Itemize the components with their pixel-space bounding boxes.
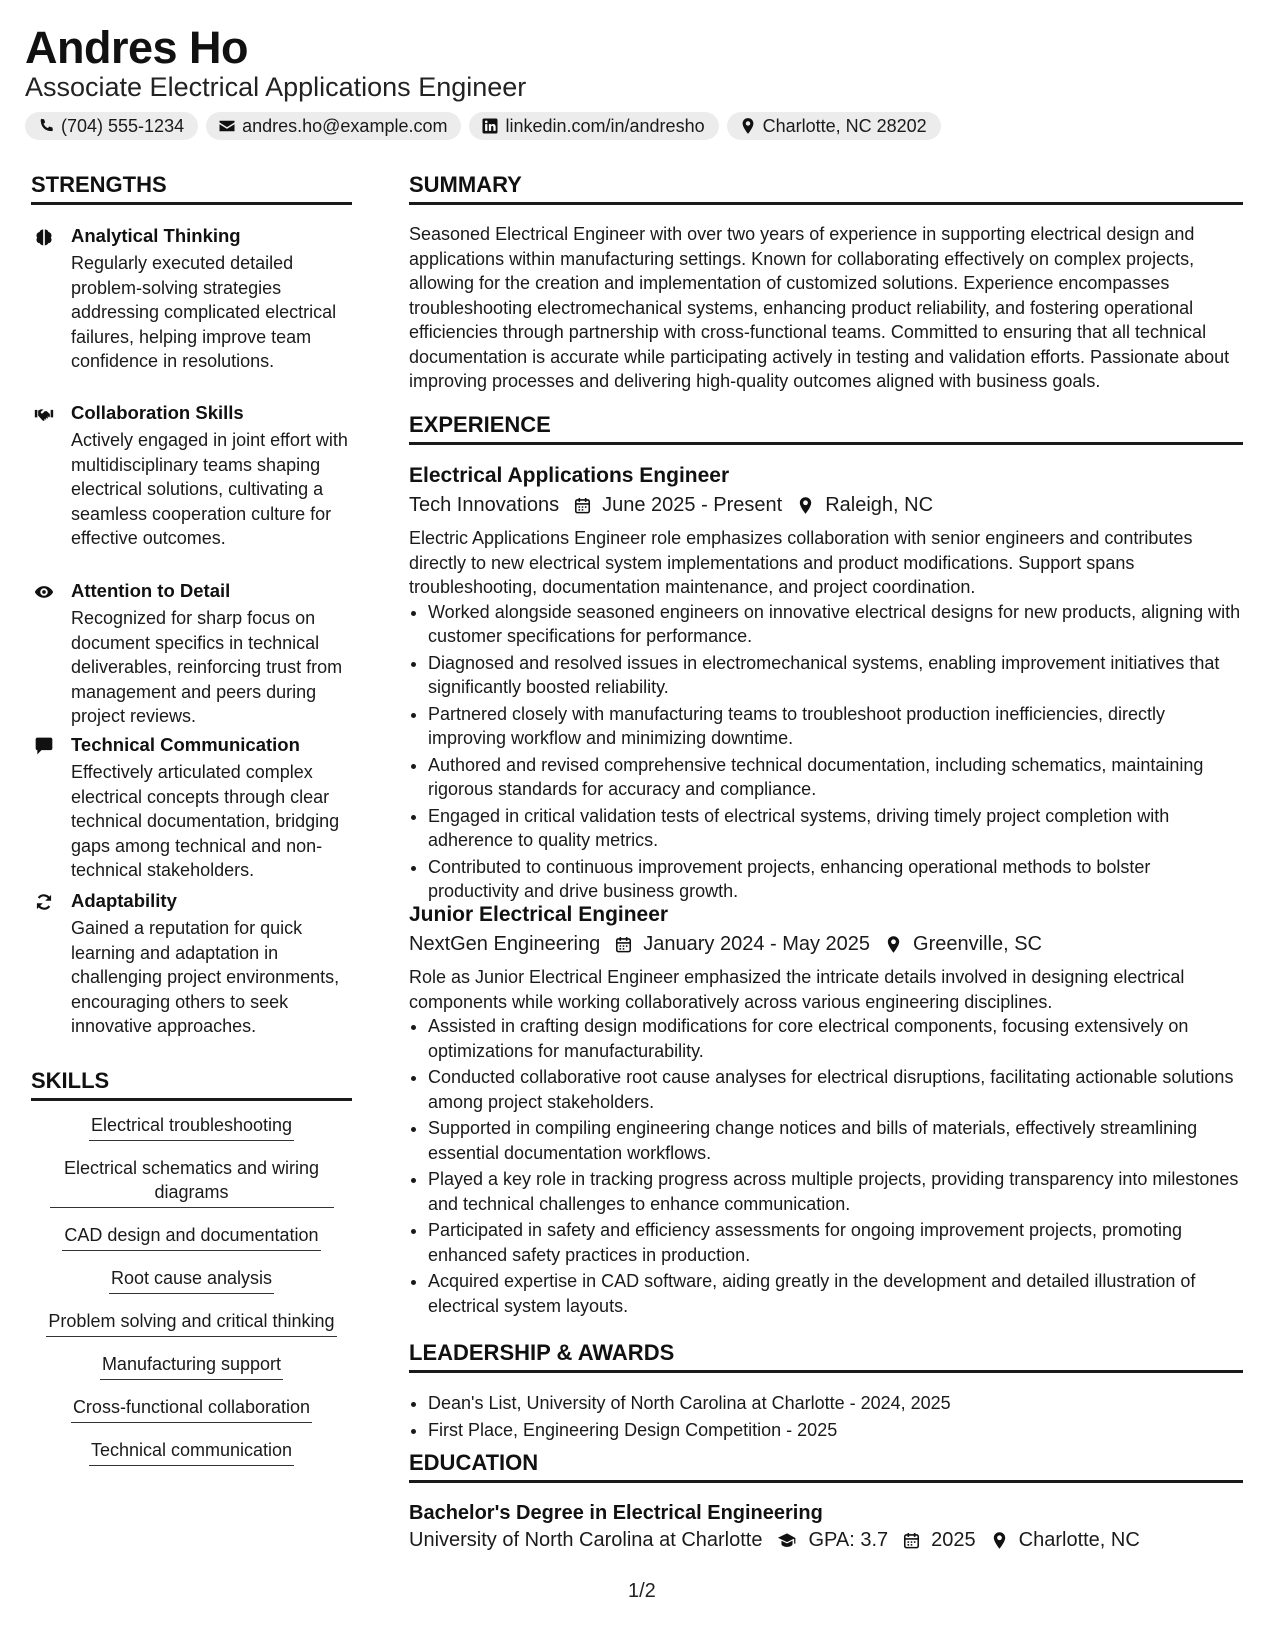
strength-title: Collaboration Skills — [71, 402, 244, 423]
location-pin-icon — [990, 1531, 1009, 1550]
skill-tag: Manufacturing support — [100, 1352, 283, 1380]
job-bullets — [409, 1014, 1243, 1318]
job-bullet: • Acquired expertise in CAD software, aiding greatly in the development and detailed illustration of electrical system layouts. — [428, 1269, 1243, 1318]
candidate-name: Andres Ho — [25, 22, 249, 73]
job-dates: January 2024 - May 2025 — [643, 933, 871, 955]
handshake-icon — [34, 404, 54, 424]
job-company: NextGen Engineering — [409, 933, 601, 955]
strength-item — [31, 402, 352, 572]
summary-heading: SUMMARY — [409, 172, 1243, 205]
graduation-cap-icon — [776, 1531, 798, 1550]
job-bullet: • Played a key role in tracking progress across multiple projects, providing transparency into milestones and technical challenges to enhance communication. — [428, 1167, 1243, 1216]
strength-desc: Gained a reputation for quick learning and adaptation in challenging project environments, encouraging others to seek innovative approaches. — [71, 918, 340, 1036]
contact-location-text: Charlotte, NC 28202 — [762, 115, 927, 136]
location-pin-icon — [884, 935, 903, 954]
strength-title: Attention to Detail — [71, 580, 231, 601]
strength-item — [31, 734, 352, 879]
strength-item — [31, 890, 352, 1060]
strength-desc: Regularly executed detailed problem-solving strategies addressing complicated electrical failures, helping improve team confidence in resolutions. — [71, 253, 337, 371]
strength-item — [31, 225, 352, 395]
job-entry — [409, 464, 1243, 906]
education-meta — [409, 1529, 1243, 1552]
award-item: • First Place, Engineering Design Competition - 2025 — [428, 1418, 1262, 1443]
contact-phone-text: (704) 555-1234 — [61, 115, 185, 136]
skill-tag: Electrical troubleshooting — [89, 1113, 294, 1141]
skill-tag: Cross-functional collaboration — [71, 1395, 312, 1423]
calendar-icon — [902, 1531, 921, 1550]
job-bullet: • Contributed to continuous improvement projects, enhancing operational methods to bolster productivity and drive business growth. — [428, 855, 1243, 904]
gpa-value: GPA: 3.7 — [808, 1529, 889, 1551]
school-name: University of North Carolina at Charlotte — [409, 1529, 763, 1551]
job-meta — [409, 494, 1243, 517]
strength-desc: Effectively articulated complex electrical concepts through clear technical documentation, bridging gaps among technical and non-technical stakeholders. — [71, 762, 340, 880]
location-pin-icon — [796, 496, 815, 515]
job-bullet: • Diagnosed and resolved issues in electromechanical systems, enabling improvement initiatives that significantly boosted reliability. — [428, 651, 1243, 700]
page-number: 1/2 — [628, 1580, 656, 1602]
job-bullets — [409, 600, 1243, 904]
job-description: Role as Junior Electrical Engineer emphasized the intricate details involved in designing electrical components while working collaboratively across various engineering disciplines. — [409, 967, 1185, 1012]
linkedin-icon — [481, 117, 499, 135]
skill-tag: Electrical schematics and wiring diagrams — [50, 1156, 334, 1208]
education-heading: EDUCATION — [409, 1450, 1243, 1483]
job-bullet: • Partnered closely with manufacturing teams to troubleshoot production inefficiencies, directly improving workflow and minimizing downtime. — [428, 702, 1243, 751]
job-location: Raleigh, NC — [825, 494, 934, 516]
strengths-heading: STRENGTHS — [31, 172, 352, 205]
eye-icon — [34, 582, 54, 602]
strength-title: Analytical Thinking — [71, 225, 241, 246]
strength-title: Technical Communication — [71, 734, 300, 755]
job-title: Junior Electrical Engineer — [409, 903, 669, 926]
job-bullet: • Engaged in critical validation tests of electrical systems, driving timely project completion with adherence to quality metrics. — [428, 804, 1243, 853]
degree-title: Bachelor's Degree in Electrical Engineering — [409, 1502, 823, 1524]
skill-tag: CAD design and documentation — [62, 1223, 320, 1251]
candidate-role: Associate Electrical Applications Engineer — [25, 72, 527, 102]
education-entry — [409, 1502, 1243, 1552]
contact-bar — [25, 112, 941, 140]
calendar-icon — [614, 935, 633, 954]
contact-linkedin[interactable] — [469, 112, 718, 140]
job-meta — [409, 933, 1243, 956]
award-item: • Dean's List, University of North Carolina at Charlotte - 2024, 2025 — [428, 1391, 1262, 1416]
strength-desc: Actively engaged in joint effort with multidisciplinary teams shaping electrical solutions, cultivating a seamless cooperation culture for effective outcomes. — [71, 430, 348, 548]
job-bullet: • Authored and revised comprehensive technical documentation, including schematics, maintaining rigorous standards for accuracy and compliance. — [428, 753, 1243, 802]
experience-heading: EXPERIENCE — [409, 412, 1243, 445]
contact-email[interactable] — [206, 112, 461, 140]
job-bullet: • Participated in safety and efficiency assessments for ongoing improvement projects, promoting enhanced safety practices in production. — [428, 1218, 1243, 1267]
skills-heading: SKILLS — [31, 1068, 352, 1101]
job-location: Greenville, SC — [913, 933, 1042, 955]
job-title: Electrical Applications Engineer — [409, 464, 730, 487]
location-pin-icon — [739, 117, 757, 135]
skill-tag: Root cause analysis — [109, 1266, 274, 1294]
contact-location — [727, 112, 941, 140]
phone-icon — [37, 117, 55, 135]
skill-tag: Problem solving and critical thinking — [46, 1309, 336, 1337]
brain-icon — [34, 227, 54, 247]
envelope-icon — [218, 117, 236, 135]
leadership-heading: LEADERSHIP & AWARDS — [409, 1340, 1243, 1373]
job-bullet: • Conducted collaborative root cause analyses for electrical disruptions, facilitating actionable solutions among project stakeholders. — [428, 1065, 1243, 1114]
sync-icon — [34, 892, 54, 912]
job-bullet: • Assisted in crafting design modifications for core electrical components, focusing extensively on optimizations for manufacturability. — [428, 1014, 1243, 1063]
job-bullet: • Supported in compiling engineering change notices and bills of materials, effectively streamlining essential documentation workflows. — [428, 1116, 1243, 1165]
graduation-year: 2025 — [931, 1529, 976, 1551]
contact-email-text: andres.ho@example.com — [242, 115, 448, 136]
job-dates: June 2025 - Present — [602, 494, 783, 516]
contact-linkedin-text: linkedin.com/in/andresho — [505, 115, 705, 136]
job-entry — [409, 903, 1243, 1320]
calendar-icon — [573, 496, 592, 515]
strength-title: Adaptability — [71, 890, 177, 911]
job-bullet: • Worked alongside seasoned engineers on innovative electrical designs for new products, aligning with customer specifications for performance. — [428, 600, 1243, 649]
skill-tag: Technical communication — [89, 1438, 294, 1466]
job-company: Tech Innovations — [409, 494, 560, 516]
speech-bubble-icon — [34, 736, 54, 756]
summary-text: Seasoned Electrical Engineer with over two years of experience in supporting electrical design and applications within manufacturing settings. Known for collaborating effectively on complex projects, allowing for the creation and implementation of customized solutions. Experience encompasses troubleshooting electromechanical systems, enhancing product reliability, and fostering operational efficiencies through partnership with cross-functional teams. Committed to ensuring that all technical documentation is accurate while participating actively in testing and validation efforts. Passionate about improving processes and delivering high-quality outcomes aligned with business goals. — [409, 224, 1230, 391]
skills-list — [31, 1113, 352, 1481]
contact-phone[interactable] — [25, 112, 198, 140]
job-description: Electric Applications Engineer role emphasizes collaboration with senior engineers and contributes directly to new electrical system implementations and product modifications. Support spans troubleshooting, documentation maintenance, and project coordination. — [409, 528, 1193, 597]
leadership-list — [409, 1391, 1262, 1444]
education-location: Charlotte, NC — [1018, 1529, 1140, 1551]
strength-desc: Recognized for sharp focus on document specifics in technical deliverables, reinforcing trust from management and peers during project reviews. — [71, 608, 343, 726]
strength-item — [31, 580, 352, 725]
